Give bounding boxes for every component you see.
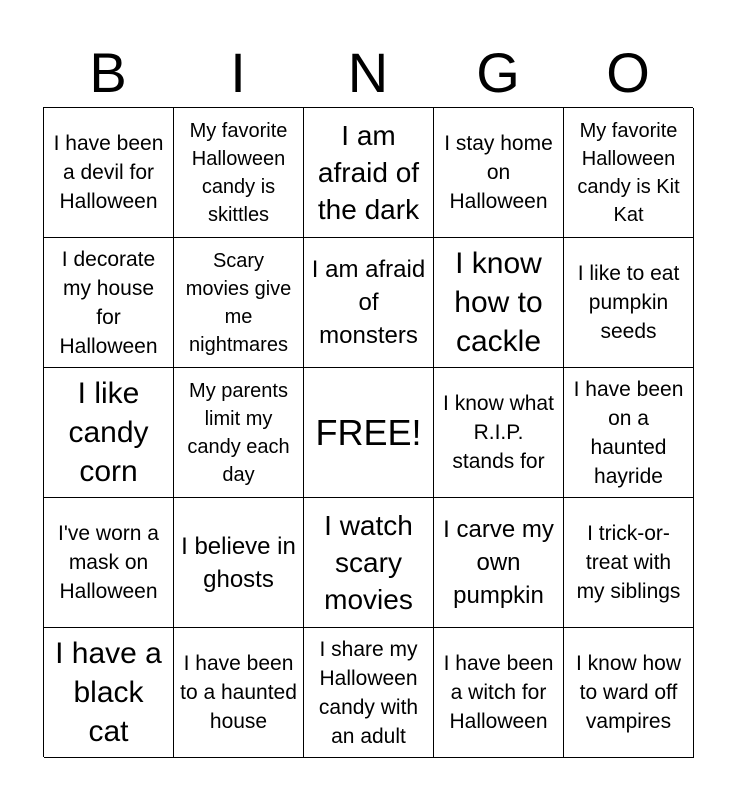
cell-text: I have been a witch for Halloween xyxy=(443,652,554,733)
free-space-text: FREE! xyxy=(315,411,422,453)
cell-text: I know how to ward off vampires xyxy=(575,652,682,733)
bingo-cell[interactable] xyxy=(304,238,434,368)
bingo-cell[interactable] xyxy=(174,628,304,758)
bingo-cell[interactable] xyxy=(304,628,434,758)
cell-text: I like to eat pumpkin seeds xyxy=(577,262,680,343)
cell-text: I share my Halloween candy with an adult xyxy=(318,637,419,748)
bingo-cell[interactable] xyxy=(304,108,434,238)
header-letter-o: O xyxy=(606,41,650,104)
cell-text: I am afraid of monsters xyxy=(311,256,426,349)
cell-text: I have been to a haunted house xyxy=(180,652,297,733)
cell-text: I know how to cackle xyxy=(454,247,543,358)
cell-text: I watch scary movies xyxy=(324,510,413,615)
cell-text: I am afraid of the dark xyxy=(317,120,420,225)
bingo-cell[interactable] xyxy=(174,238,304,368)
bingo-header xyxy=(43,38,693,108)
bingo-cell[interactable] xyxy=(304,498,434,628)
bingo-cell[interactable] xyxy=(564,238,694,368)
cell-text: My parents limit my candy each day xyxy=(187,379,290,486)
bingo-cell[interactable] xyxy=(44,498,174,628)
bingo-board xyxy=(43,107,693,757)
bingo-cell[interactable] xyxy=(44,368,174,498)
header-letter-i: I xyxy=(230,41,246,104)
cell-text: I have been a devil for Halloween xyxy=(53,132,164,213)
bingo-cell[interactable] xyxy=(174,368,304,498)
header-letter-n: N xyxy=(347,41,389,104)
cell-text: My favorite Halloween candy is skittles xyxy=(189,119,288,226)
cell-text: I trick-or-treat with my siblings xyxy=(576,522,681,603)
free-space[interactable] xyxy=(304,368,434,498)
header-letter-b: B xyxy=(89,41,127,104)
bingo-cell[interactable] xyxy=(174,108,304,238)
cell-text: I've worn a mask on Halloween xyxy=(58,522,159,603)
bingo-cell[interactable] xyxy=(564,628,694,758)
bingo-cell[interactable] xyxy=(564,498,694,628)
cell-text: I decorate my house for Halloween xyxy=(59,247,158,358)
bingo-cell[interactable] xyxy=(434,108,564,238)
bingo-cell[interactable] xyxy=(44,628,174,758)
bingo-cell[interactable] xyxy=(434,498,564,628)
bingo-cell[interactable] xyxy=(174,498,304,628)
bingo-cell[interactable] xyxy=(434,628,564,758)
header-letter-g: G xyxy=(476,41,520,104)
cell-text: I have a black cat xyxy=(55,637,162,748)
cell-text: I carve my own pumpkin xyxy=(443,516,554,609)
bingo-cell[interactable] xyxy=(434,238,564,368)
cell-text: I have been on a haunted hayride xyxy=(573,377,684,488)
bingo-cell[interactable] xyxy=(564,368,694,498)
cell-text: I know what R.I.P. stands for xyxy=(443,392,554,473)
cell-text: Scary movies give me nightmares xyxy=(185,249,292,356)
cell-text: My favorite Halloween candy is Kit Kat xyxy=(577,119,680,226)
bingo-cell[interactable] xyxy=(434,368,564,498)
cell-text: I stay home on Halloween xyxy=(444,132,553,213)
bingo-cell[interactable] xyxy=(44,108,174,238)
cell-text: I believe in ghosts xyxy=(181,532,296,593)
cell-text: I like candy corn xyxy=(68,377,149,488)
bingo-cell[interactable] xyxy=(564,108,694,238)
bingo-cell[interactable] xyxy=(44,238,174,368)
